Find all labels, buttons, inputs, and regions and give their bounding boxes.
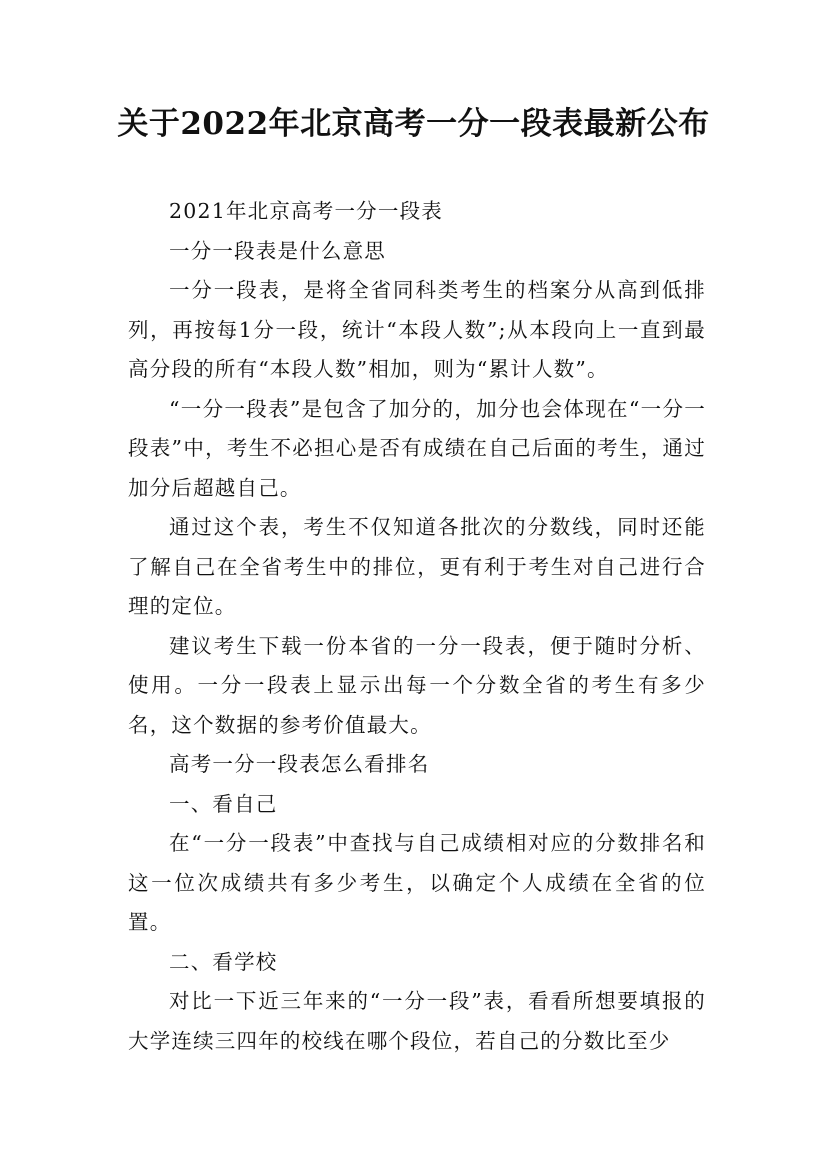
document-body	[128, 192, 706, 1061]
paragraph-subtitle: 2021年北京高考一分一段表	[169, 199, 443, 223]
paragraph-definition: 一分一段表，是将全省同科类考生的档案分从高到低排列，再按每1分一段，统计“本段人数”;从本段向上一直到最高分段的所有“本段人数”相加，则为“累计人数”。	[128, 278, 706, 381]
subheading-self: 一、看自己	[169, 791, 278, 816]
paragraph-school: 对比一下近三年来的“一分一段”表，看看所想要填报的大学连续三四年的校线在哪个段位，若自己的分数比至少	[128, 989, 706, 1053]
document-title: 关于2022年北京高考一分一段表最新公布	[117, 106, 710, 142]
section-heading-ranking: 高考一分一段表怎么看排名	[169, 752, 430, 776]
paragraph-bonus-points: “一分一段表”是包含了加分的，加分也会体现在“一分一段表”中，考生不必担心是否有成绩在自己后面的考生，通过加分后超越自己。	[128, 396, 706, 500]
subheading-school: 二、看学校	[169, 949, 278, 974]
paragraph-question: 一分一段表是什么意思	[169, 238, 386, 263]
paragraph-self: 在“一分一段表”中查找与自己成绩相对应的分数排名和这一位次成绩共有多少考生，以确定个人成绩在全省的位置。	[128, 831, 706, 934]
paragraph-advice: 建议考生下载一份本省的一分一段表，便于随时分析、使用。一分一段表上显示出每一个分数全省的考生有多少名，这个数据的参考价值最大。	[128, 633, 706, 737]
paragraph-benefits: 通过这个表，考生不仅知道各批次的分数线，同时还能了解自己在全省考生中的排位，更有利于考生对自己进行合理的定位。	[128, 515, 706, 618]
